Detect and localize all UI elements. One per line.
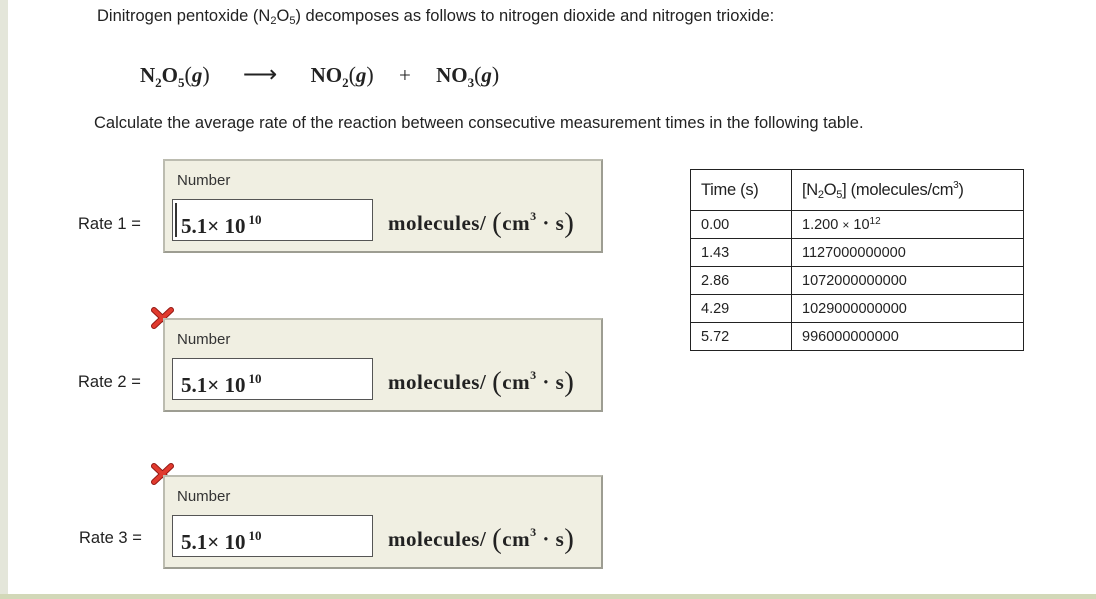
table-row (691, 323, 1024, 351)
rate-2-label: Rate 2 = (78, 373, 141, 391)
number-field-label: Number (177, 331, 231, 348)
time-cell: 5.72 (691, 323, 792, 351)
table-row (691, 239, 1024, 267)
time-cell: 1.43 (691, 239, 792, 267)
concentration-cell: 1029000000000 (792, 295, 1024, 323)
rate-1-answer-panel (163, 159, 603, 253)
rate-3-label: Rate 3 = (79, 529, 142, 547)
rate-1-number-input[interactable]: 5.1× 10 $^{10}$ (172, 199, 373, 241)
reaction-arrow: ⟶ (242, 62, 278, 88)
table-row (691, 267, 1024, 295)
question-instruction: Calculate the average rate of the reaction between consecutive measurement times in the following table. (94, 114, 864, 132)
concentration-cell: 1072000000000 (792, 267, 1024, 295)
time-cell: 2.86 (691, 267, 792, 295)
rate-3-number-input[interactable]: 5.1× 10 $^{10}$ (172, 515, 373, 557)
header-concentration: $[N_2O_5]$ $(molecules/cm^3)$ (792, 170, 1024, 211)
number-field-label: Number (177, 172, 231, 189)
time-cell: 4.29 (691, 295, 792, 323)
measurement-table (690, 169, 1024, 351)
number-field-label: Number (177, 488, 231, 505)
rate-1-unit: molecules/ $(cm^3 \cdot s)$ (388, 207, 575, 239)
rate-2-unit: molecules/ $(cm^3 \cdot s)$ (388, 366, 575, 398)
left-border (0, 0, 8, 599)
concentration-cell: 996000000000 (792, 323, 1024, 351)
rate-2-number-input[interactable]: 5.1× 10 $^{10}$ (172, 358, 373, 400)
rate-3-answer-panel (163, 475, 603, 569)
concentration-cell: 1127000000000 (792, 239, 1024, 267)
rate-3-unit: molecules/ $(cm^3 \cdot s)$ (388, 523, 575, 555)
table-row (691, 211, 1024, 239)
table-row (691, 295, 1024, 323)
bottom-border (0, 594, 1096, 599)
rate-1-label: Rate 1 = (78, 215, 141, 233)
header-time: Time (s) (691, 170, 792, 211)
concentration-cell: $1.200 \times 10^{12}$ (792, 211, 1024, 239)
reaction-equation: $N_2O_5(g)$ ⟶ $NO_2(g) + NO_3(g)$ (140, 62, 500, 90)
question-intro: Dinitrogen pentoxide $(N_2O_5)$ decomposes as follows to nitrogen dioxide and nitrogen trioxide: (97, 7, 775, 27)
time-cell: 0.00 (691, 211, 792, 239)
input-focus-indicator (175, 203, 177, 237)
table-header-row (691, 170, 1024, 211)
rate-2-answer-panel (163, 318, 603, 412)
